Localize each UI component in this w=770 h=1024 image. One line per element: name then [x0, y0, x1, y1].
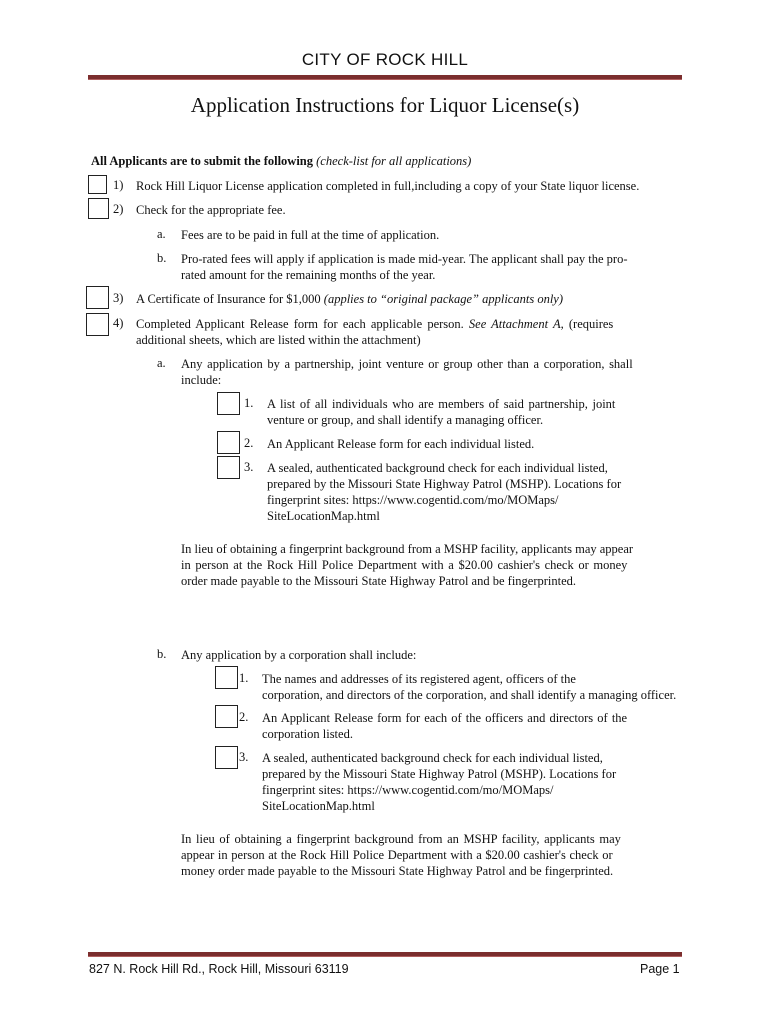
checkbox-item-4b2[interactable]: [215, 705, 238, 728]
footer-page-number: Page 1: [640, 962, 680, 976]
item-4a1-line1: A list of all individuals who are members of said partnership, joint: [267, 397, 616, 411]
item-4a3-line3: fingerprint sites: https://www.cogentid.com/mo/MOMaps/: [267, 493, 559, 507]
item-4b2-number: 2.: [239, 710, 249, 724]
intro-line: [91, 154, 471, 169]
item-4a3-number: 3.: [244, 460, 254, 474]
checkbox-item-1[interactable]: [88, 175, 107, 194]
item-4b3-line4: SiteLocationMap.html: [262, 799, 375, 813]
lieu-2-line1: In lieu of obtaining a fingerprint background from an MSHP facility, applicants may: [181, 832, 621, 846]
item-4b-letter: b.: [157, 647, 167, 661]
item-4b2-line2: corporation listed.: [262, 727, 353, 741]
item-4a1-line2: venture or group, and shall identify a managing officer.: [267, 413, 544, 427]
lieu-1-line3: order made payable to the Missouri State Highway Patrol and be fingerprinted.: [181, 574, 577, 588]
item-4a-line1: Any application by a partnership, joint venture or group other than a corporation, shall: [181, 357, 633, 371]
item-4-line2: additional sheets, which are listed within the attachment): [136, 333, 421, 347]
item-4-line1b: (requires: [568, 317, 614, 331]
item-3-text: [136, 291, 563, 308]
footer-divider: [88, 952, 682, 957]
item-1-text: Rock Hill Liquor License application completed in full,including a copy of your State liquor license.: [136, 179, 640, 193]
item-2a-text: Fees are to be paid in full at the time of application.: [181, 228, 440, 242]
item-4a3-line1: A sealed, authenticated background check for each individual listed,: [267, 461, 608, 475]
checkbox-item-4b1[interactable]: [215, 666, 238, 689]
item-4b3-number: 3.: [239, 750, 249, 764]
item-2-number: 2): [113, 202, 124, 216]
checkbox-item-4[interactable]: [86, 313, 109, 336]
item-4-number: 4): [113, 316, 124, 330]
intro-italic: (check-list for all applications): [316, 154, 472, 168]
checkbox-item-4a2[interactable]: [217, 431, 240, 454]
item-1-number: 1): [113, 178, 124, 192]
lieu-1-line2: in person at the Rock Hill Police Department with a $20.00 cashier's check or money: [181, 558, 628, 572]
item-4-line1a: Completed Applicant Release form for each applicable person.: [136, 317, 464, 331]
checkbox-item-4a3[interactable]: [217, 456, 240, 479]
checkbox-item-4b3[interactable]: [215, 746, 238, 769]
item-3-number: 3): [113, 291, 124, 305]
item-4b1-number: 1.: [239, 671, 249, 685]
item-4b-text: Any application by a corporation shall include:: [181, 648, 417, 662]
item-4a2-number: 2.: [244, 436, 254, 450]
header-divider: [88, 75, 682, 80]
item-4a-line2: include:: [181, 373, 222, 387]
item-2b-line2: rated amount for the remaining months of the year.: [181, 268, 436, 282]
checkbox-item-3[interactable]: [86, 286, 109, 309]
document-title: Application Instructions for Liquor License(s): [190, 93, 580, 117]
item-2a-letter: a.: [157, 227, 166, 241]
item-4a2-text: An Applicant Release form for each individual listed.: [267, 437, 535, 451]
item-4b3-line1: A sealed, authenticated background check for each individual listed,: [262, 751, 603, 765]
item-2b-letter: b.: [157, 251, 167, 265]
item-3-italic: (applies to “original package” applicants only): [323, 292, 563, 306]
item-4b1-line2: corporation, and directors of the corporation, and shall identify a managing officer.: [262, 688, 677, 702]
item-4-see-attachment: See Attachment A,: [468, 317, 564, 331]
item-4a1-number: 1.: [244, 396, 254, 410]
intro-bold: All Applicants are to submit the following: [91, 154, 314, 168]
item-4-line1: [136, 316, 670, 333]
item-4a3-line4: SiteLocationMap.html: [267, 509, 380, 523]
item-4a3-line2: prepared by the Missouri State Highway Patrol (MSHP). Locations for: [267, 477, 622, 491]
lieu-1-line1: In lieu of obtaining a fingerprint background from a MSHP facility, applicants may appear: [181, 542, 634, 556]
item-3-main: A Certificate of Insurance for $1,000: [136, 292, 321, 306]
checkbox-item-2[interactable]: [88, 198, 109, 219]
item-2-text: Check for the appropriate fee.: [136, 203, 286, 217]
item-4b2-line1: An Applicant Release form for each of the officers and directors of the: [262, 711, 628, 725]
city-header: CITY OF ROCK HILL: [301, 50, 469, 69]
lieu-2-line2: appear in person at the Rock Hill Police Department with a $20.00 cashier's check or: [181, 848, 613, 862]
lieu-2-line3: money order made payable to the Missouri State Highway Patrol and be fingerprinted.: [181, 864, 614, 878]
item-2b-line1: Pro-rated fees will apply if application is made mid-year. The applicant shall pay the pro-: [181, 252, 628, 266]
footer-address: 827 N. Rock Hill Rd., Rock Hill, Missouri 63119: [89, 962, 349, 976]
item-4b3-line3: fingerprint sites: https://www.cogentid.com/mo/MOMaps/: [262, 783, 554, 797]
item-4b1-line1: The names and addresses of its registered agent, officers of the: [262, 672, 576, 686]
item-4b3-line2: prepared by the Missouri State Highway Patrol (MSHP). Locations for: [262, 767, 617, 781]
item-4a-letter: a.: [157, 356, 166, 370]
checkbox-item-4a1[interactable]: [217, 392, 240, 415]
